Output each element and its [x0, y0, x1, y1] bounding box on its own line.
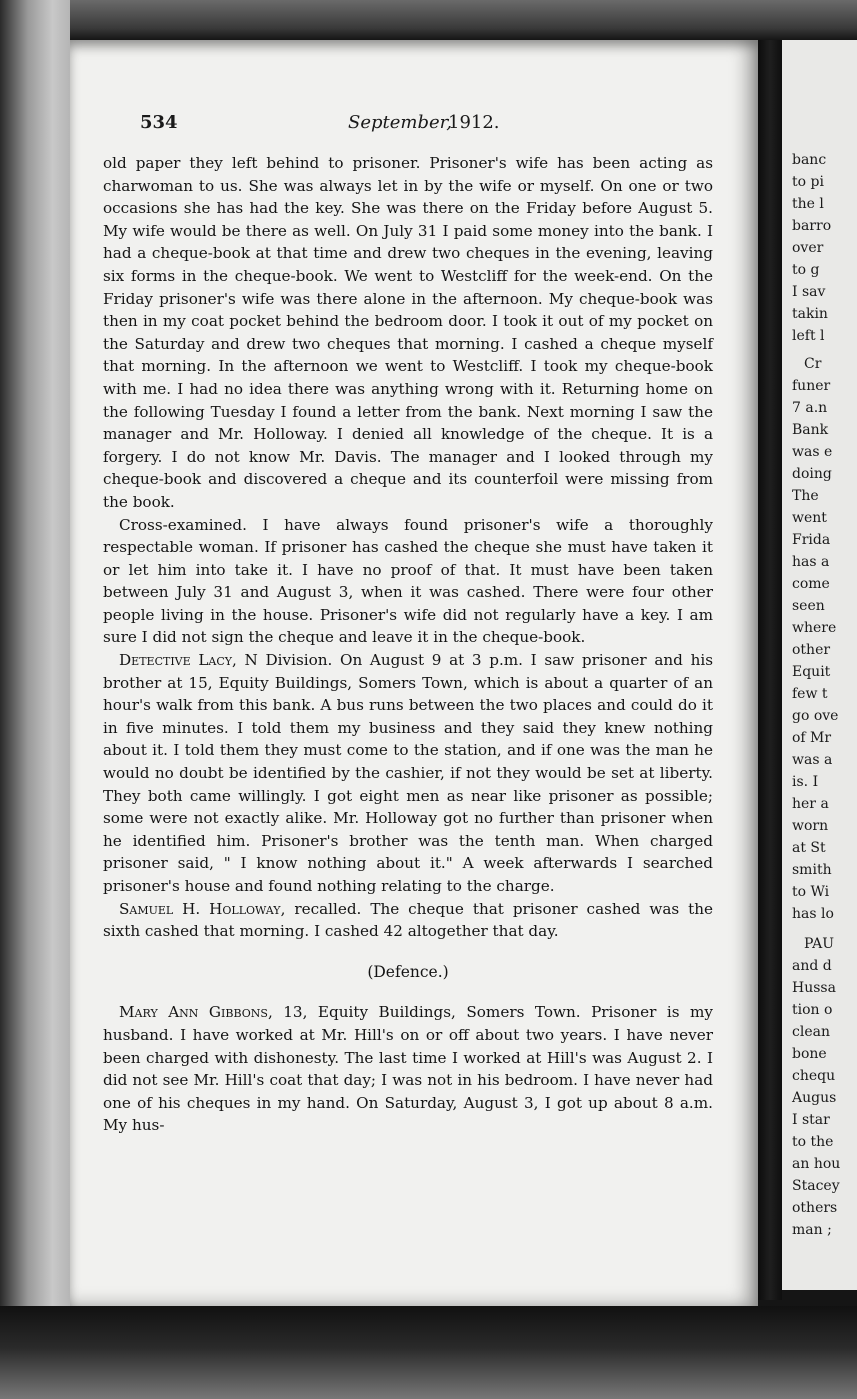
testimony-paragraph: old paper they left behind to prisoner. Prisoner's wife has been acting as charwoman to us. She was always let in by the wife or myself. On one or two occasions she has had the key. She was there on the Friday before August 5. My wife would be there as well. On July 31 I paid some money into the bank. I had a cheque-book at that time and drew two cheques in the evening, leaving six forms in the cheque-book. We went to Westcliff for the week-end. On the Friday prisoner's wife was there alone in the afternoon. My cheque-book was then in my coat pocket behind the bedroom door. I took it out of my pocket on the Saturday and drew two cheques that morning. I cashed a cheque myself that morning. In the afternoon we went to Westcliff. I took my cheque-book with me. I had no idea there was anything wrong with it. Returning home on the following Tuesday I found a letter from the bank. Next morning I saw the manager and Mr. Holloway. I denied all knowledge of the cheque. It is a forgery. I do not know Mr. Davis. The manager and I looked through my cheque-book and discovered a cheque and its counterfoil were missing from the book.	[103, 154, 713, 511]
facing-page-fragment: I sav	[792, 284, 826, 300]
facing-page-fragment: left l	[792, 328, 825, 344]
facing-page-fragment: Stacey	[792, 1178, 840, 1194]
facing-page-fragment: to g	[792, 262, 820, 278]
facing-page-fragment: has a	[792, 554, 830, 570]
facing-page-fragment: smith	[792, 862, 832, 878]
facing-page-fragment: Cr	[804, 356, 822, 372]
facing-page-fragment: go ove	[792, 708, 839, 724]
facing-page-fragment: seen	[792, 598, 825, 614]
witness-name: Mary Ann Gibbons	[119, 1003, 268, 1022]
facing-page-fragment: others	[792, 1200, 838, 1216]
facing-page-fragment: doing	[792, 466, 832, 482]
facing-page-fragment: her a	[792, 796, 829, 812]
witness-statement: , N Division. On August 9 at 3 p.m. I saw prisoner and his brother at 15, Equity Buildings, Somers Town, which is about a quarter of an hour's walk from this bank. A bus runs between the two places and could do it in five minutes. I told them my business and they said they knew nothing about it. I told them they must come to the station, and if one was the man he would no doubt be identified by the cashier, if not they would be set at liberty. They both came willingly. I got eight men as near like prisoner as possible; some were not exactly alike. Mr. Holloway got no further than prisoner when he identified him. Prisoner's brother was the tenth man. When charged prisoner said, " I know nothing about it." A week afterwards I searched prisoner's house and found nothing relating to the charge.	[103, 651, 713, 895]
facing-page-fragment: of Mr	[792, 730, 832, 746]
witness-lacy-paragraph	[103, 649, 713, 898]
facing-page-fragment: Augus	[792, 1090, 837, 1106]
facing-page-fragment: man ;	[792, 1222, 832, 1238]
facing-page-fragment: The	[792, 488, 819, 504]
facing-page-fragment: few t	[792, 686, 828, 702]
facing-page-fragment: was e	[792, 444, 833, 460]
facing-page-fragment: worn	[792, 818, 829, 834]
facing-page-fragment: Hussa	[792, 980, 836, 996]
facing-page-fragment: chequ	[792, 1068, 836, 1084]
facing-page-fragment: I star	[792, 1112, 830, 1128]
running-head-year: 1912.	[448, 112, 500, 133]
facing-page-fragment: tion o	[792, 1002, 833, 1018]
facing-page-fragment: banc	[792, 152, 827, 168]
facing-page-fragment: went	[792, 510, 827, 526]
witness-name: Detective Lacy	[119, 651, 233, 670]
page-body	[103, 152, 713, 1137]
facing-page-fragment: at St	[792, 840, 826, 856]
scan-top-border	[0, 0, 857, 40]
cross-examination-paragraph: Cross-examined. I have always found prisoner's wife a thoroughly respectable woman. If prisoner has cashed the cheque she must have taken it or let him into take it. I have no proof of that. It must have been taken between July 31 and August 3, when it was cashed. There were four other people living in the house. Prisoner's wife did not regularly have a key. I am sure I did not sign the cheque and leave it in the cheque-book.	[103, 515, 713, 647]
facing-page-fragment: takin	[792, 306, 828, 322]
facing-page-edge	[782, 40, 857, 1290]
facing-page-fragment: bone	[792, 1046, 827, 1062]
facing-page-fragment: and d	[792, 958, 832, 974]
scan-left-border	[0, 0, 70, 1399]
facing-page-fragment: barro	[792, 218, 832, 234]
running-head	[140, 112, 520, 140]
scan-bottom-border	[0, 1306, 857, 1399]
page-number: 534	[140, 112, 178, 133]
facing-page-fragment: to pi	[792, 174, 824, 190]
facing-page-fragment: come	[792, 576, 830, 592]
defence-heading: (Defence.)	[367, 962, 449, 981]
witness-holloway-paragraph	[103, 898, 713, 943]
facing-page-fragment: an hou	[792, 1156, 841, 1172]
facing-page-fragment: other	[792, 642, 831, 658]
book-gutter	[758, 40, 782, 1300]
facing-page-fragment: PAU	[804, 936, 835, 952]
facing-page-fragment: was a	[792, 752, 833, 768]
facing-page-fragment: has lo	[792, 906, 834, 922]
facing-page-fragment: is. I	[792, 774, 819, 790]
witness-statement: , 13, Equity Buildings, Somers Town. Prisoner is my husband. I have worked at Mr. Hill's on or off about two years. I have never been charged with dishonesty. The last time I worked at Hill's was August 2. I did not see Mr. Hill's coat that day; I was not in his bedroom. I have never had one of his cheques in my hand. On Saturday, August 3, I got up about 8 a.m. My hus-	[103, 1003, 713, 1135]
facing-page-fragment: Equit	[792, 664, 831, 680]
facing-page-fragment: Bank	[792, 422, 829, 438]
witness-name: Samuel H. Holloway	[119, 899, 281, 918]
facing-page-fragment: the l	[792, 196, 824, 212]
facing-page-fragment: 7 a.n	[792, 400, 828, 416]
facing-page-fragment: clean	[792, 1024, 830, 1040]
facing-page-fragment: Frida	[792, 532, 831, 548]
facing-page-fragment: over	[792, 240, 824, 256]
facing-page-fragment: to Wi	[792, 884, 830, 900]
defence-witness-paragraph	[103, 1001, 713, 1137]
facing-page-fragment: funer	[792, 378, 831, 394]
running-head-month: September,	[348, 112, 452, 133]
witness-statement: , recalled. The cheque that prisoner cashed was the sixth cashed that morning. I cashed 42 altogether that day.	[103, 899, 713, 941]
facing-page-fragment: to the	[792, 1134, 834, 1150]
facing-page-fragment: where	[792, 620, 837, 636]
